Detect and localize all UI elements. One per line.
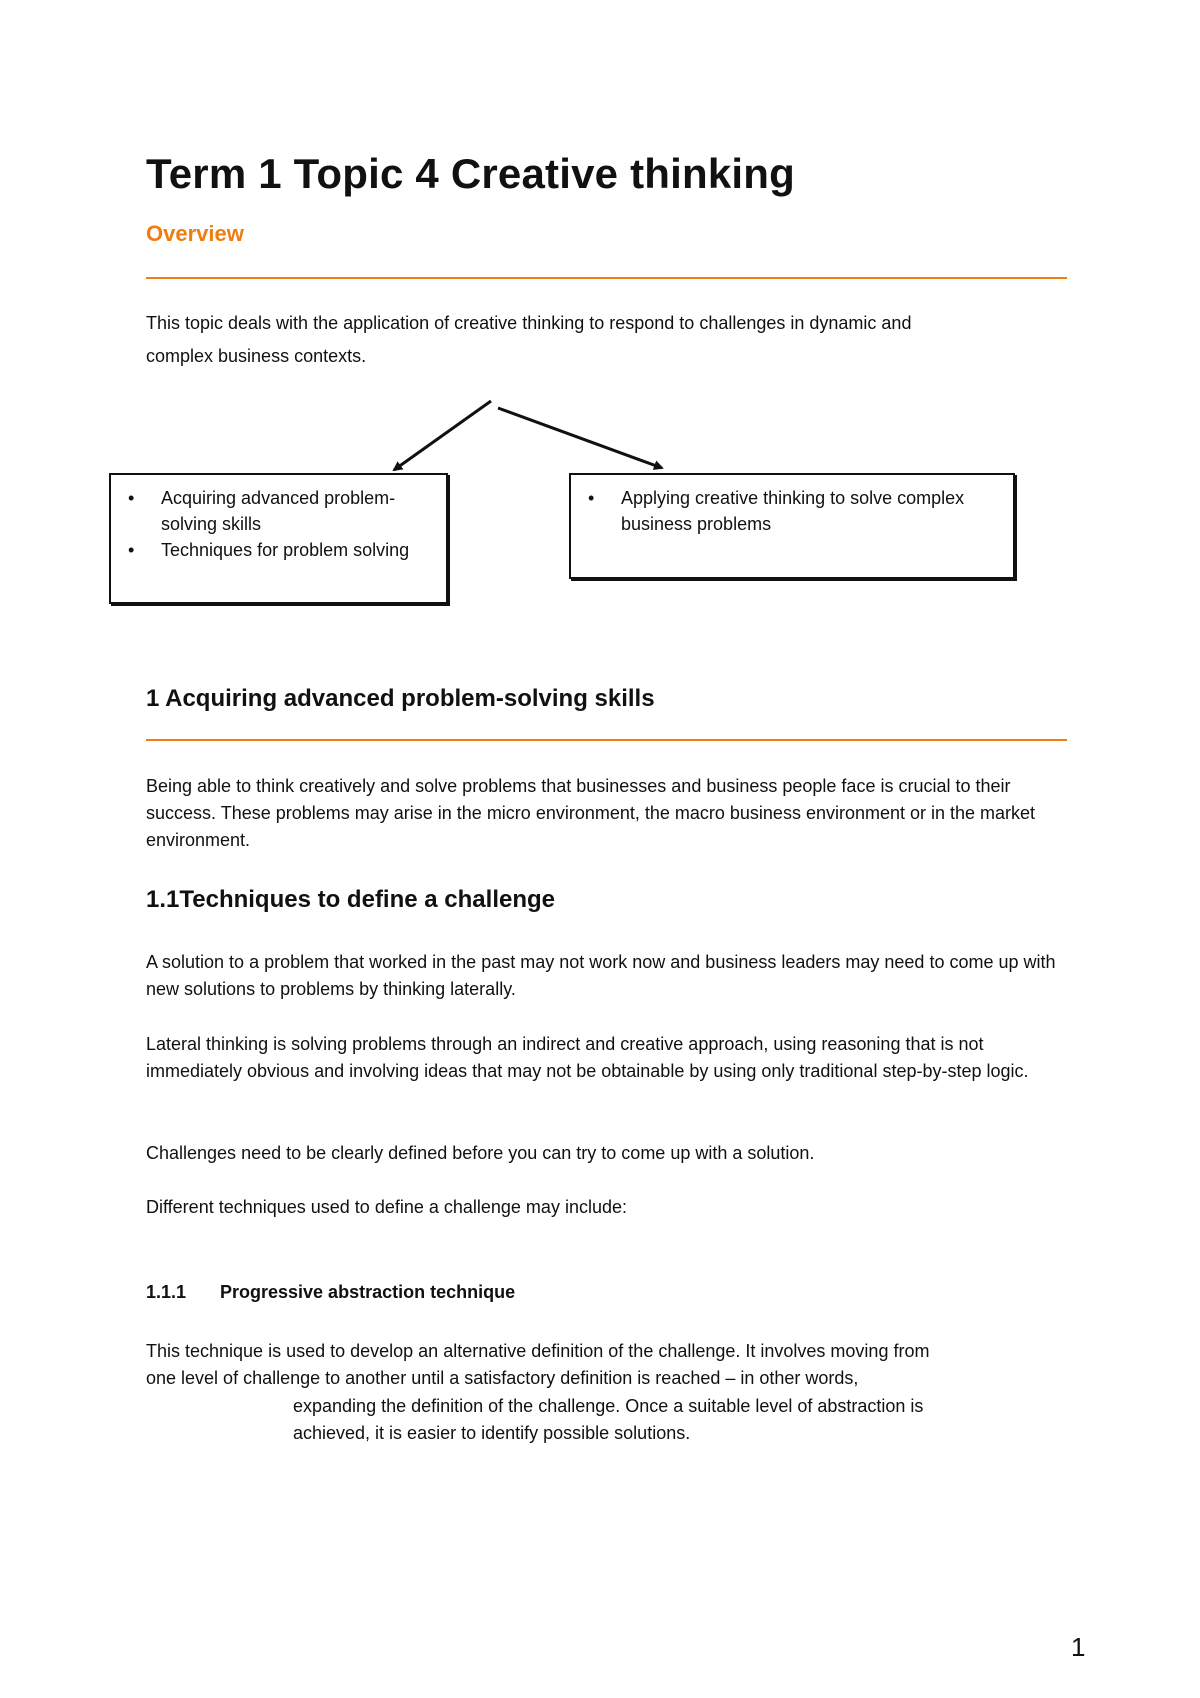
section-1-1-heading: 1.1Techniques to define a challenge bbox=[146, 886, 555, 913]
diagram-item-text: Applying creative thinking to solve complex business problems bbox=[621, 488, 965, 534]
arrow-left bbox=[394, 401, 491, 470]
diagram-item-text: Acquiring advanced problem-solving skills bbox=[161, 488, 396, 534]
section-number: 1.1.1 bbox=[146, 1282, 187, 1302]
diagram-item-text: Techniques for problem solving bbox=[161, 540, 410, 560]
section-1-1-1-line: achieved, it is easier to identify possible solutions. bbox=[293, 1423, 691, 1443]
section-1-1-1-line: This technique is used to develop an alternative definition of the challenge. It involves moving from bbox=[146, 1341, 930, 1361]
section-1-paragraph: Being able to think creatively and solve problems that businesses and business people face is crucial to their success. These problems may arise in the micro environment, the macro business environment or in the market environment. bbox=[146, 776, 1036, 850]
section-1-1-paragraph: Challenges need to be clearly defined before you can try to come up with a solution. bbox=[146, 1143, 815, 1163]
page-number: 1 bbox=[1071, 1632, 1086, 1662]
section-1-1-1-line: expanding the definition of the challenge. Once a suitable level of abstraction is bbox=[293, 1396, 924, 1416]
section-1-1-paragraph: Different techniques used to define a challenge may include: bbox=[146, 1197, 627, 1217]
bullet-icon: • bbox=[128, 488, 135, 508]
intro-line-1: This topic deals with the application of creative thinking to respond to challenges in dynamic and bbox=[146, 313, 912, 333]
bullet-icon: • bbox=[128, 540, 135, 560]
arrow-right bbox=[498, 408, 662, 468]
diagram-item bbox=[111, 537, 446, 563]
section-title: Progressive abstraction technique bbox=[220, 1282, 516, 1302]
section-1-1-1-line: one level of challenge to another until a satisfactory definition is reached – in other words, bbox=[146, 1368, 859, 1388]
diagram-box-right bbox=[569, 473, 1015, 579]
intro-line-2: complex business contexts. bbox=[146, 346, 367, 366]
diagram-item bbox=[111, 485, 446, 537]
section-1-1-1-heading bbox=[146, 1282, 515, 1303]
diagram-item bbox=[571, 485, 1013, 537]
orange-divider bbox=[146, 739, 1067, 741]
diagram-box-left bbox=[109, 473, 448, 604]
section-1-1-paragraph: A solution to a problem that worked in the past may not work now and business leaders may need to come up with new solutions to problems by thinking laterally. bbox=[146, 952, 1056, 999]
overview-heading: Overview bbox=[146, 221, 244, 246]
page-title: Term 1 Topic 4 Creative thinking bbox=[146, 150, 795, 197]
bullet-icon: • bbox=[588, 488, 595, 508]
section-1-1-paragraph: Lateral thinking is solving problems through an indirect and creative approach, using reasoning that is not immediately obvious and involving ideas that may not be obtainable by using only traditional step-by-step logic. bbox=[146, 1034, 1029, 1081]
section-1-heading: 1 Acquiring advanced problem-solving skills bbox=[146, 685, 655, 712]
